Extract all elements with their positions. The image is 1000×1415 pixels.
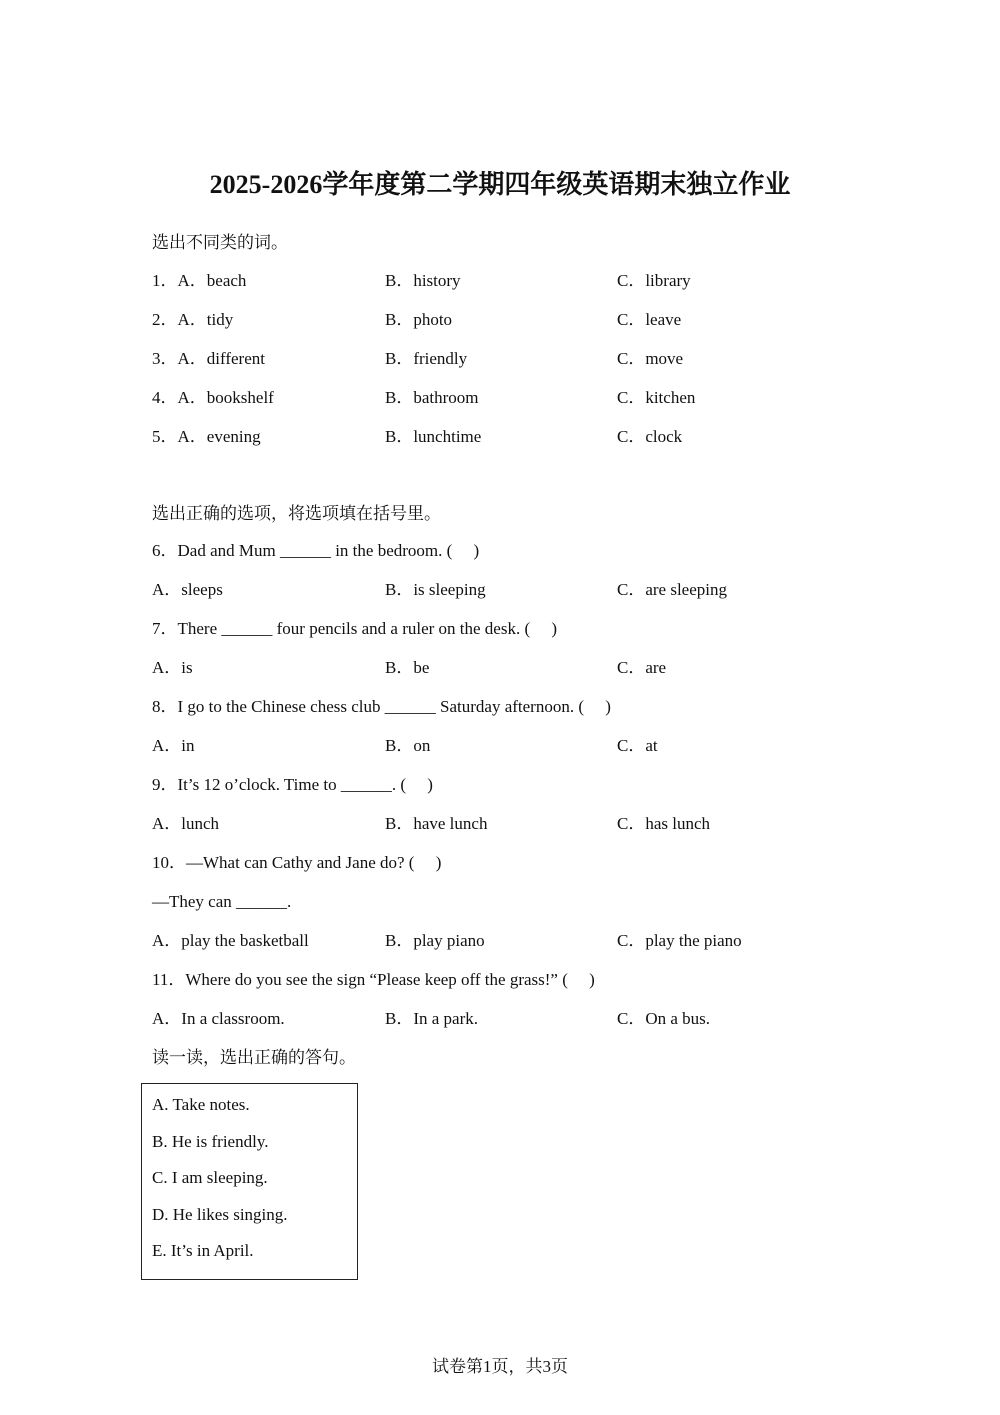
option-a: A．sleeps (152, 580, 223, 599)
answer-options-box (141, 1083, 358, 1280)
option-a: A．play the basketball (152, 931, 309, 950)
option-c: C．leave (617, 310, 682, 329)
option-a: 5．A．evening (152, 427, 261, 446)
question-9-stem: 9．It’s 12 o’clock. Time to ______. ( ) (152, 775, 433, 794)
option-a: 2．A．tidy (152, 310, 234, 329)
option-a: 1．A．beach (152, 271, 247, 290)
question-11-stem: 11．Where do you see the sign “Please keep off the grass!” ( ) (152, 970, 595, 989)
option-b: B．history (385, 271, 461, 290)
option-a: A．lunch (152, 814, 220, 833)
option-c: C．library (617, 271, 691, 290)
option-b: B．have lunch (385, 814, 488, 833)
option-b: B．lunchtime (385, 427, 482, 446)
option-b: B．on (385, 736, 431, 755)
box-item: E. It’s in April. (152, 1241, 254, 1260)
option-c: C．at (617, 736, 658, 755)
option-b: B．photo (385, 310, 453, 329)
option-c: C．On a bus. (617, 1009, 711, 1028)
box-item: A. Take notes. (152, 1095, 250, 1114)
option-a: A．in (152, 736, 195, 755)
question-10-stem: 10．—What can Cathy and Jane do? ( ) (152, 853, 442, 872)
section-instruction: 选出不同类的词。 (152, 233, 288, 252)
option-b: B．friendly (385, 349, 468, 368)
option-a: A．In a classroom. (152, 1009, 285, 1028)
question-7-stem: 7．There ______ four pencils and a ruler on the desk. ( ) (152, 619, 558, 638)
option-c: C．move (617, 349, 684, 368)
option-a: A．is (152, 658, 193, 677)
option-c: C．has lunch (617, 814, 711, 833)
box-item: B. He is friendly. (152, 1132, 269, 1151)
option-a: 4．A．bookshelf (152, 388, 274, 407)
section-instruction: 选出正确的选项，将选项填在括号里。 (152, 504, 441, 523)
box-item: D. He likes singing. (152, 1205, 288, 1224)
section-instruction: 读一读，选出正确的答句。 (152, 1048, 356, 1067)
box-item: C. I am sleeping. (152, 1168, 268, 1187)
question-6-stem: 6．Dad and Mum ______ in the bedroom. ( ) (152, 541, 480, 560)
option-c: C．clock (617, 427, 683, 446)
option-c: C．are (617, 658, 667, 677)
question-8-stem: 8．I go to the Chinese chess club ______ Saturday afternoon. ( ) (152, 697, 611, 716)
option-b: B．be (385, 658, 430, 677)
option-a: 3．A．different (152, 349, 265, 368)
option-b: B．is sleeping (385, 580, 486, 599)
page-title: 2025-2026学年度第二学期四年级英语期末独立作业 (209, 170, 791, 199)
page-footer: 试卷第1页，共3页 (432, 1357, 568, 1376)
option-b: B．play piano (385, 931, 485, 950)
option-b: B．bathroom (385, 388, 479, 407)
option-b: B．In a park. (385, 1009, 479, 1028)
option-c: C．kitchen (617, 388, 696, 407)
question-10-stem-reply: —They can ______. (152, 892, 292, 911)
option-c: C．are sleeping (617, 580, 727, 599)
option-c: C．play the piano (617, 931, 742, 950)
